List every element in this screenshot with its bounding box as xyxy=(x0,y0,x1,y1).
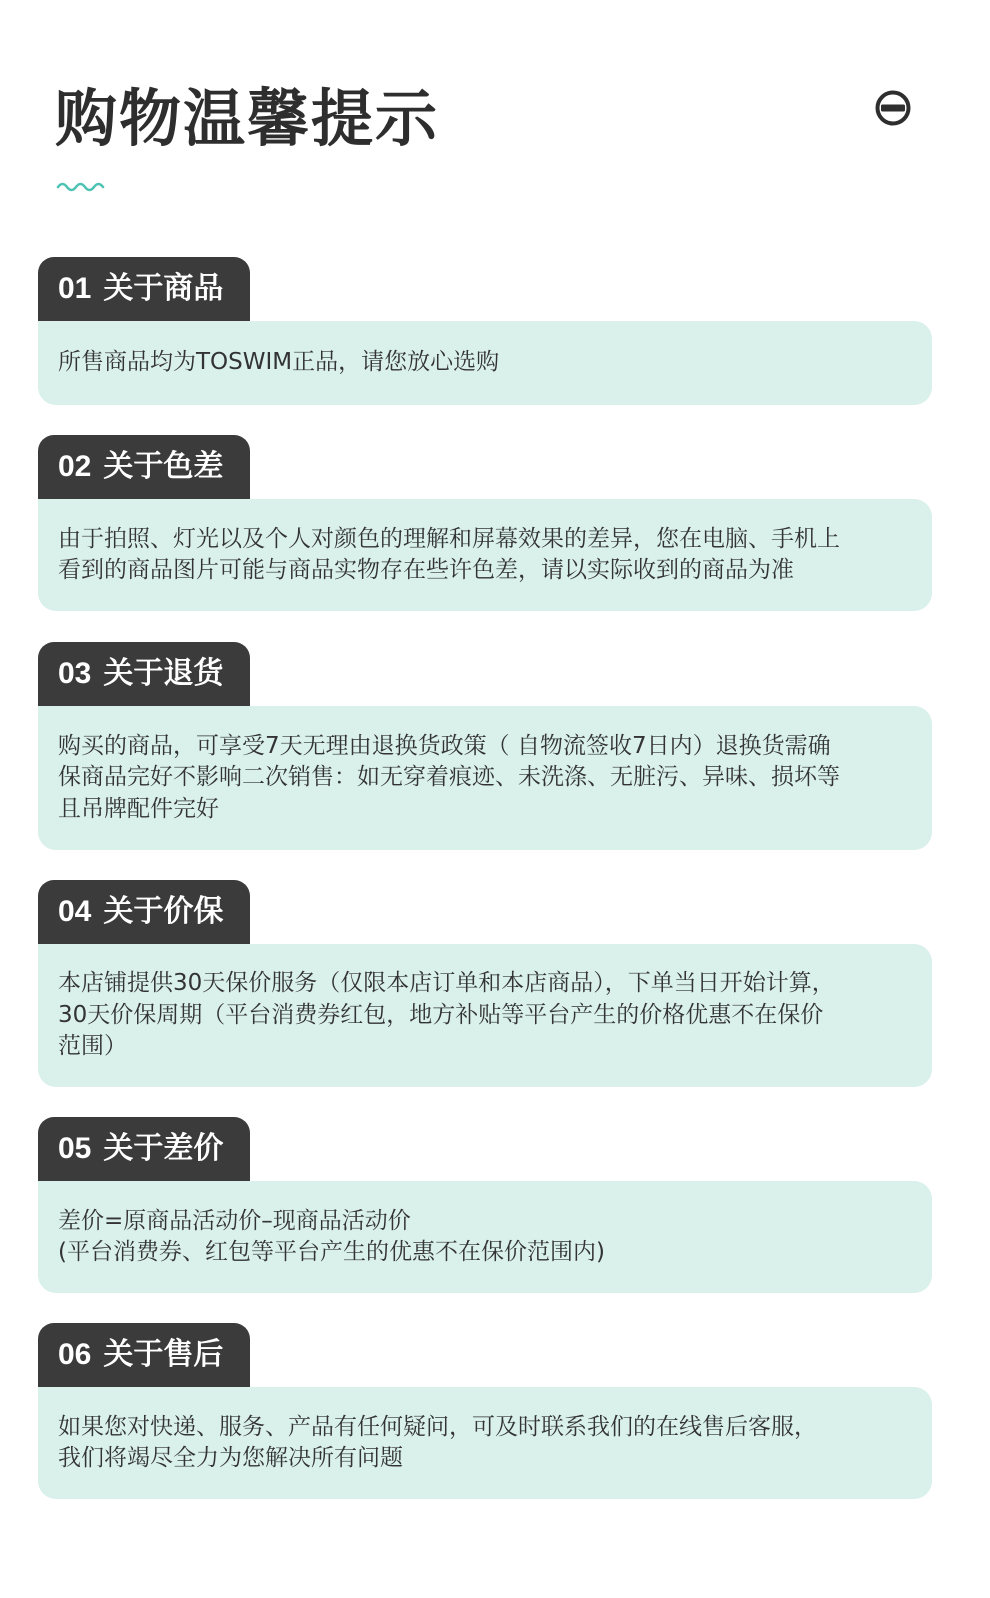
section-tab xyxy=(38,435,250,499)
section-tab xyxy=(38,1117,250,1181)
content-line: (平台消费券、红包等平台产生的优惠不在保价范围内) xyxy=(58,1239,605,1265)
content-line: 我们将竭尽全力为您解决所有问题 xyxy=(58,1445,403,1471)
content-line: 本店铺提供30天保价服务（仅限本店订单和本店商品），下单当日开始计算， xyxy=(58,970,835,997)
section-tab xyxy=(38,880,250,944)
section-tab xyxy=(38,1323,250,1387)
section-content xyxy=(38,944,932,1087)
content-line: 范围） xyxy=(58,1033,127,1060)
section-number: 04 xyxy=(58,895,92,928)
section-content xyxy=(38,1181,932,1293)
content-line: 30天价保周期（平台消费券红包，地方补贴等平台产生的价格优惠不在保价 xyxy=(58,1001,824,1028)
content-line: 差价=原商品活动价–现商品活动价 xyxy=(58,1207,411,1234)
section-content xyxy=(38,706,932,850)
section-number: 06 xyxy=(58,1338,92,1371)
minus-circle-icon xyxy=(874,89,912,127)
section-heading: 关于价保 xyxy=(103,894,224,929)
section-heading: 关于差价 xyxy=(103,1131,224,1166)
section-number: 01 xyxy=(58,272,92,305)
content-line: 由于拍照、灯光以及个人对颜色的理解和屏幕效果的差异，您在电脑、手机上 xyxy=(58,525,840,552)
wave-decoration-icon xyxy=(56,178,106,192)
content-line: 如果您对快递、服务、产品有任何疑问，可及时联系我们的在线售后客服， xyxy=(58,1413,817,1440)
section-heading: 关于色差 xyxy=(103,449,224,484)
section-heading: 关于商品 xyxy=(103,271,224,306)
section-number: 02 xyxy=(58,450,92,483)
content-line: 所售商品均为TOSWIM正品，请您放心选购 xyxy=(58,349,500,376)
content-line: 且吊牌配件完好 xyxy=(58,795,219,822)
section-heading: 关于退货 xyxy=(103,656,224,691)
section-tab xyxy=(38,642,250,706)
section-number: 03 xyxy=(58,657,92,690)
section-content xyxy=(38,321,932,405)
content-line: 看到的商品图片可能与商品实物存在些许色差，请以实际收到的商品为准 xyxy=(58,557,794,583)
content-line: 保商品完好不影响二次销售：如无穿着痕迹、未洗涤、无脏污、异味、损坏等 xyxy=(58,764,840,791)
section-number: 05 xyxy=(58,1132,92,1165)
section-content xyxy=(38,499,932,611)
section-heading: 关于售后 xyxy=(103,1337,224,1372)
section-content xyxy=(38,1387,932,1499)
page-title: 购物温馨提示 xyxy=(55,82,440,155)
section-tab xyxy=(38,257,250,321)
content-line: 购买的商品，可享受7天无理由退换货政策（ 自物流签收7日内）退换货需确 xyxy=(58,732,831,759)
